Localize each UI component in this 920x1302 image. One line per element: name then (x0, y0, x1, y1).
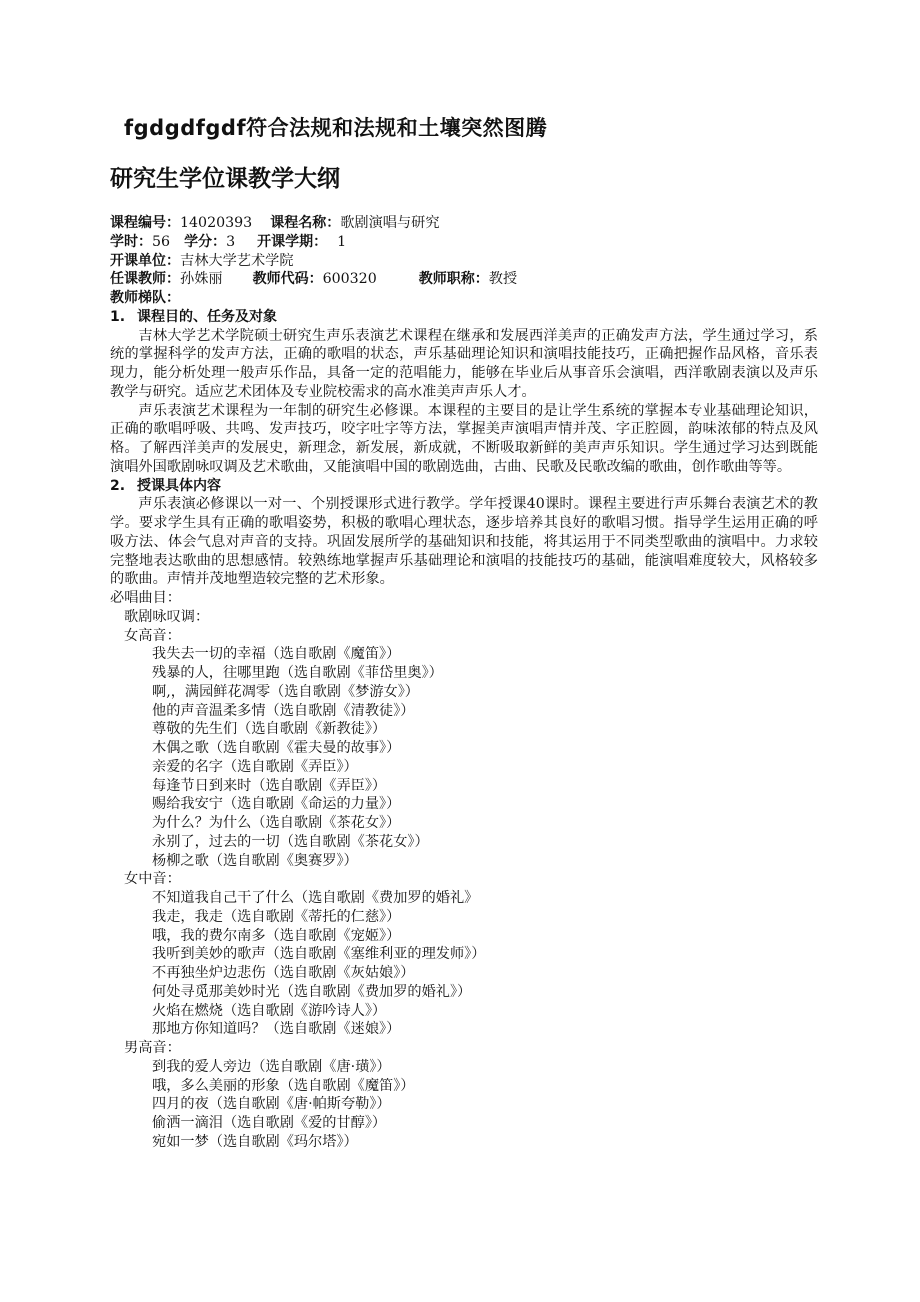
song-item: 尊敬的先生们（选自歌剧《新教徒》） (152, 721, 387, 738)
course-code-label: 课程编号： (110, 215, 180, 231)
song-item: 我走，我走（选自歌剧《蒂托的仁慈》） (152, 908, 401, 925)
hours-value: 56 (152, 233, 171, 250)
song-item: 哦，我的费尔南多（选自歌剧《宠姬》） (152, 927, 401, 944)
teacher-code-label: 教师代码： (252, 271, 323, 288)
teacher-label: 任课教师： (110, 271, 180, 288)
song-item: 何处寻觅那美妙时光（选自歌剧《费加罗的婚礼》） (152, 983, 472, 1000)
teacher-code-value: 600320 (322, 271, 377, 288)
song-item: 四月的夜（选自歌剧《唐·帕斯夸勒》） (152, 1096, 391, 1113)
tenor-song-list (110, 1058, 818, 1152)
song-item: 火焰在燃烧（选自歌剧《游吟诗人》） (152, 1002, 387, 1019)
hours-label: 学时： (110, 233, 152, 250)
info-row-unit (110, 252, 818, 271)
song-item: 我听到美妙的歌声（选自歌剧《塞维利亚的理发师》） (152, 946, 486, 963)
song-item: 木偶之歌（选自歌剧《霍夫曼的故事》） (152, 740, 401, 756)
song-item: 偷洒一滴泪（选自歌剧《爱的甘醇》） (152, 1115, 387, 1131)
song-item: 那地方你知道吗？（选自歌剧《迷娘》） (152, 1021, 401, 1038)
soprano-label: 女高音： (124, 627, 181, 644)
section2-number: 2. (110, 477, 126, 494)
teacher-title-value: 教授 (488, 271, 518, 288)
course-name-value: 歌剧演唱与研究 (340, 215, 440, 231)
tenor-label: 男高音： (124, 1040, 181, 1056)
song-item: 为什么？为什么（选自歌剧《茶花女》） (152, 815, 401, 831)
teacher-value: 孙姝丽 (180, 271, 223, 288)
song-item: 杨柳之歌（选自歌剧《奥赛罗》） (152, 852, 358, 869)
song-item: 啊,，满园鲜花凋零（选自歌剧《梦游女》） (152, 683, 419, 700)
document-header-title: fgdgdfgdf符合法规和法规和土壤突然图腾 (124, 116, 548, 140)
credits-label: 学分： (184, 233, 227, 250)
semester-label: 开课学期： (257, 233, 328, 250)
document-title: 研究生学位课教学大纲 (110, 166, 340, 192)
info-row-teacher (110, 270, 818, 289)
mezzo-label: 女中音： (124, 871, 181, 888)
song-item: 宛如一梦（选自歌剧《玛尔塔》） (152, 1133, 358, 1150)
aria-label: 歌剧咏叹调： (124, 608, 210, 625)
song-item: 到我的爱人旁边（选自歌剧《唐·璜》） (152, 1058, 391, 1075)
section2-paragraph-1 (110, 495, 818, 589)
section1-paragraph-1 (110, 327, 818, 402)
info-row-team (110, 289, 818, 308)
song-item: 亲爱的名字（选自歌剧《弄臣》） (152, 758, 358, 775)
soprano-song-list (110, 645, 818, 870)
section1-number: 1. (110, 308, 126, 325)
teacher-title-label: 教师职称： (418, 271, 489, 288)
section2-para1-text: 声乐表演必修课以一对一、个别授课形式进行教学。学年授课40课时。课程主要进行声乐舞台表演艺术的教学。要求学生具有正确的歌唱姿势，积极的歌唱心理状态，逐步培养其良好的歌唱习惯。指导学生运用正确的呼吸方法、体会气息对声音的支持。巩固发展所学的基础知识和技能，将其运用于不同类型歌曲的演唱中。力求较完整地表达歌曲的思想感情。较熟练地掌握声乐基础理论和演唱的技能技巧的基础，能演唱难度较大，风格较多的歌曲。声情并茂地塑造较完整的艺术形象。 (110, 496, 818, 588)
credits-value: 3 (226, 233, 236, 250)
mezzo-song-list (110, 889, 818, 1039)
section1-para1-text: 吉林大学艺术学院硕士研究生声乐表演艺术课程在继承和发展西洋美声的正确发声方法，学生通过学习，系统的掌握科学的发声方法，正确的歌唱的状态，声乐基础理论知识和演唱技能技巧，正确把握作品风格，音乐表现力，能分析处理一般声乐作品，具备一定的范唱能力，能够在毕业后从事音乐会演唱，西洋歌剧表演以及声乐教学与研究。适应艺术团体及专业院校需求的高水准美声声乐人才。 (110, 327, 818, 400)
section2-heading (110, 477, 818, 496)
unit-label: 开课单位： (110, 252, 180, 269)
song-item: 每逢节日到来时（选自歌剧《弄臣》） (152, 777, 387, 794)
section1-para2-text: 声乐表演艺术课程为一年制的研究生必修课。本课程的主要目的是让学生系统的掌握本专业基础理论知识，正确的歌唱呼吸、共鸣、发声技巧，咬字吐字等方法，掌握美声演唱声情并茂、字正腔圆，韵味浓郁的特点及风格。了解西洋美声的发展史，新理念，新发展，新成就，不断吸取新鲜的美声声乐知识。学生通过学习达到既能演唱外国歌剧咏叹调及艺术歌曲，又能演唱中国的歌剧选曲，古曲、民歌及民歌改编的歌曲，创作歌曲等等。 (110, 402, 818, 475)
section2-title: 授课具体内容 (137, 477, 221, 494)
song-item: 残暴的人，往哪里跑（选自歌剧《菲岱里奥》） (152, 665, 443, 681)
course-name-label: 课程名称： (270, 215, 341, 231)
song-item: 我失去一切的幸福（选自歌剧《魔笛》） (152, 646, 401, 663)
song-item: 他的声音温柔多情（选自歌剧《清教徒》） (152, 702, 415, 719)
section1-title: 课程目的、任务及对象 (137, 308, 277, 325)
unit-value: 吉林大学艺术学院 (180, 252, 294, 269)
song-item: 赐给我安宁（选自歌剧《命运的力量》） (152, 796, 401, 813)
semester-value: 1 (337, 233, 347, 250)
info-row-course (110, 214, 818, 233)
song-item: 不知道我自己干了什么（选自歌剧《费加罗的婚礼》 (152, 890, 479, 906)
section1-heading (110, 308, 818, 327)
section1-paragraph-2 (110, 402, 818, 477)
song-item: 哦，多么美丽的形象（选自歌剧《魔笛》） (152, 1077, 415, 1094)
song-item: 不再独坐炉边悲伤（选自歌剧《灰姑娘》） (152, 965, 415, 981)
required-songs-label: 必唱曲目： (110, 590, 181, 606)
document-body (110, 214, 818, 1152)
course-code-value: 14020393 (180, 215, 253, 231)
team-label: 教师梯队： (110, 290, 180, 306)
info-row-hours (110, 233, 818, 252)
song-item: 永别了，过去的一切（选自歌剧《茶花女》） (152, 833, 429, 850)
